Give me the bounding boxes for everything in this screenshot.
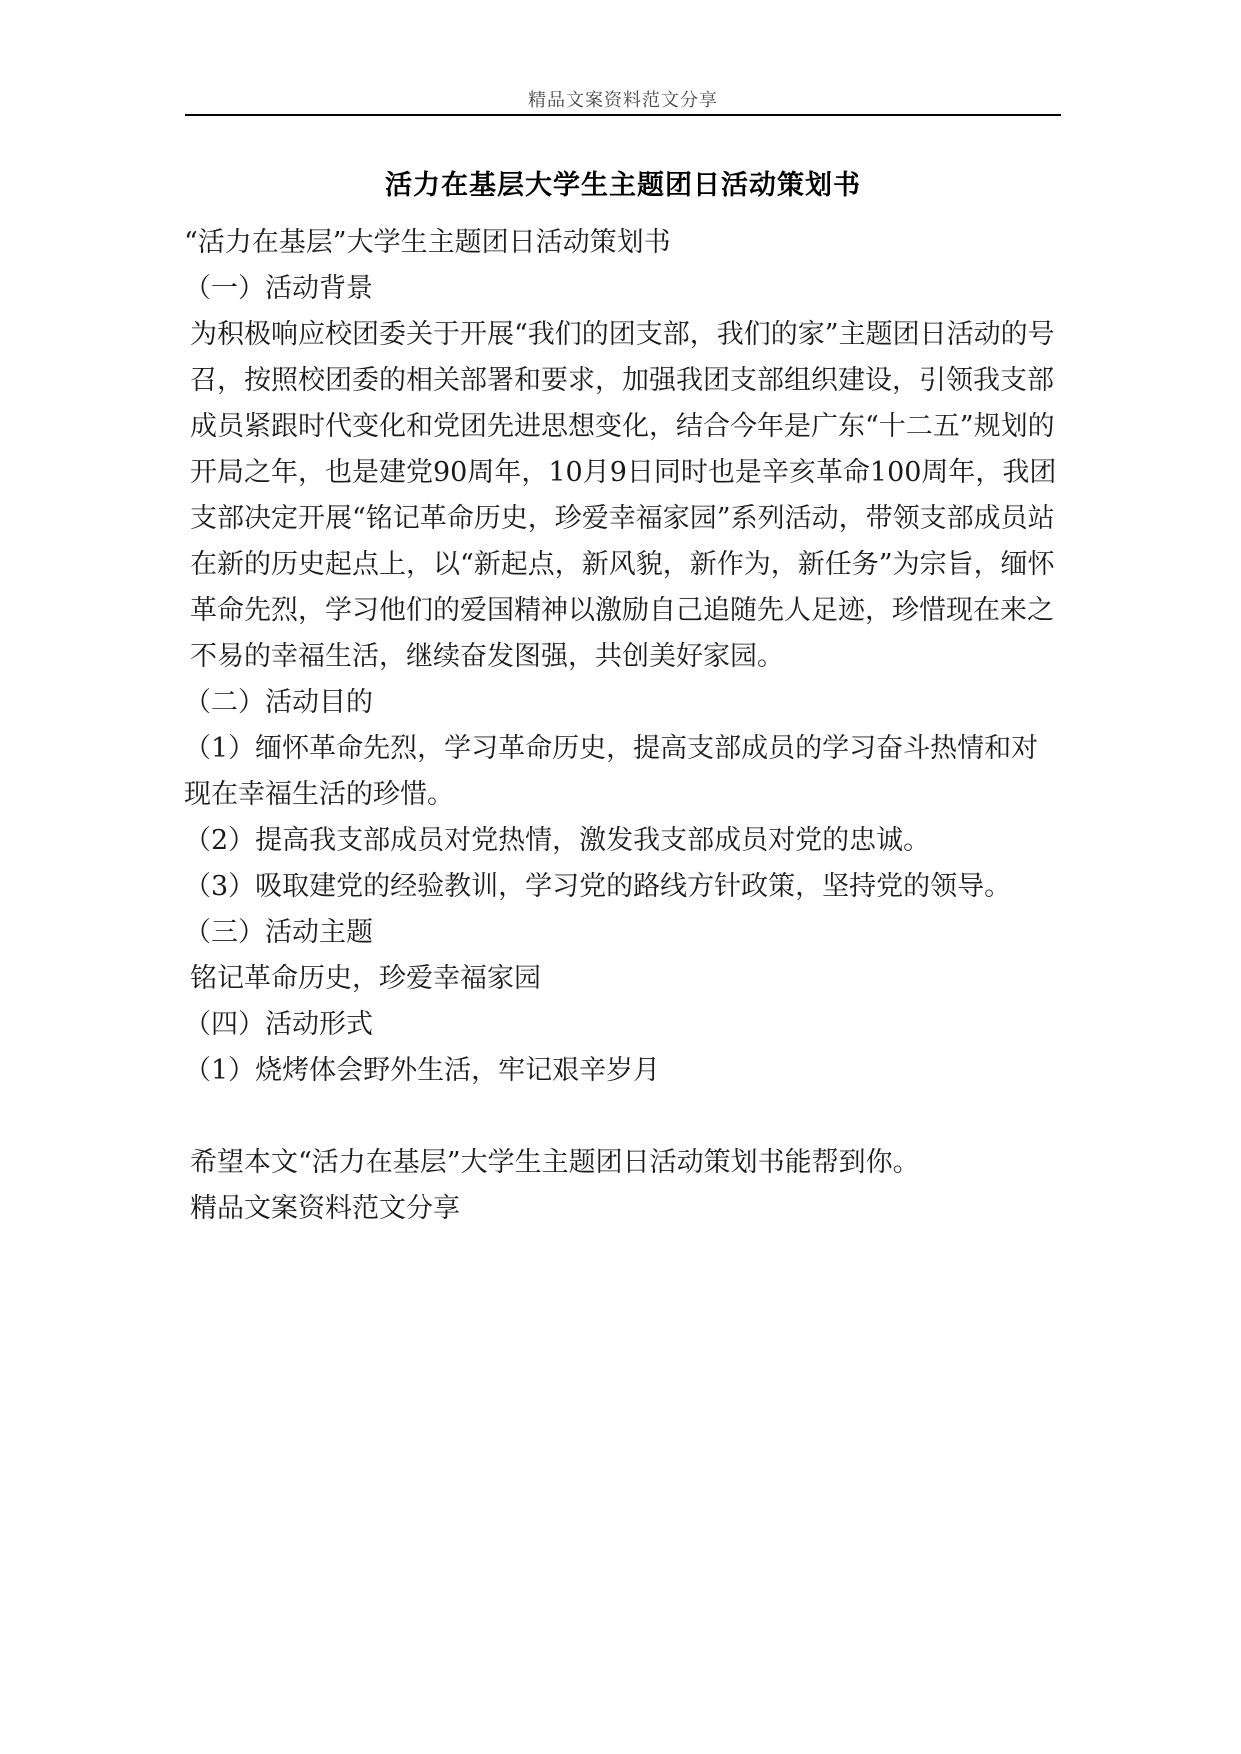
page-header: 精品文案资料范文分享 [528, 90, 718, 111]
format-item: （1）烧烤体会野外生活，牢记艰辛岁月 [184, 1055, 661, 1086]
footer-tag: 精品文案资料范文分享 [190, 1193, 460, 1224]
document-body [184, 220, 1062, 1232]
purpose-item: （1）缅怀革命先烈，学习革命历史，提高支部成员的学习奋斗热情和对现在幸福生活的珍惜。 [184, 733, 1039, 810]
section-heading-theme: （三）活动主题 [184, 917, 373, 948]
closing-line: 希望本文“活力在基层”大学生主题团日活动策划书能帮到你。 [190, 1147, 920, 1178]
document-title: 活力在基层大学生主题团日活动策划书 [385, 170, 861, 201]
purpose-item: （2）提高我支部成员对党热情，激发我支部成员对党的忠诚。 [184, 825, 931, 856]
section-heading-background: （一）活动背景 [184, 273, 373, 304]
document-subtitle: “活力在基层”大学生主题团日活动策划书 [184, 227, 671, 258]
purpose-item: （3）吸取建党的经验教训，学习党的路线方针政策，坚持党的领导。 [184, 871, 1012, 902]
section-heading-purpose: （二）活动目的 [184, 687, 373, 718]
section-body-background: 为积极响应校团委关于开展“我们的团支部，我们的家”主题团日活动的号召，按照校团委的相关部署和要求，加强我团支部组织建设，引领我支部成员紧跟时代变化和党团先进思想变化，结合今年是广东“十二五”规划的开局之年，也是建党90周年，10月9日同时也是辛亥革命100周年，我团支部决定开展“铭记革命历史，珍爱幸福家园”系列活动，带领支部成员站在新的历史起点上，以“新起点，新风貌，新作为，新任务”为宗旨，缅怀革命先烈，学习他们的爱国精神以激励自己追随先人足迹，珍惜现在来之不易的幸福生活，继续奋发图强，共创美好家园。 [190, 319, 1057, 672]
blank-line [190, 1094, 1062, 1140]
section-heading-format: （四）活动形式 [184, 1009, 373, 1040]
header-divider [185, 114, 1061, 116]
section-body-theme: 铭记革命历史，珍爱幸福家园 [190, 963, 541, 994]
